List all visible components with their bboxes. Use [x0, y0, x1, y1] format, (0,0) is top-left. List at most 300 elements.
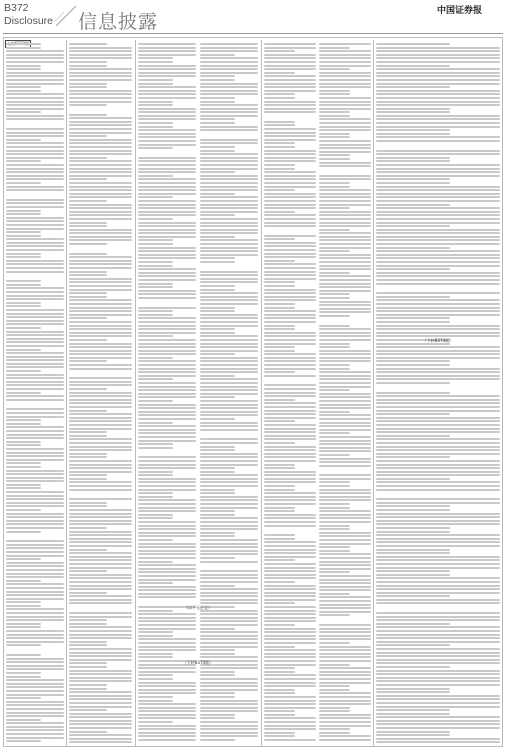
text-line [264, 570, 316, 572]
text-line [6, 502, 64, 504]
text-line [319, 653, 371, 655]
text-line [6, 412, 64, 414]
text-line [200, 710, 258, 712]
text-line [319, 642, 350, 644]
text-line [376, 296, 450, 298]
text-line [319, 624, 371, 626]
text-line [200, 464, 258, 466]
text-line [6, 523, 64, 525]
text-line [138, 375, 196, 377]
text-line [138, 310, 173, 312]
text-line [264, 310, 316, 312]
text-line [200, 393, 258, 395]
text-line [319, 485, 350, 487]
text-line [138, 175, 173, 177]
text-line [69, 563, 132, 565]
text-line [138, 440, 196, 442]
text-line [376, 150, 500, 152]
text-line [319, 496, 371, 498]
text-line [69, 229, 132, 231]
text-line [200, 196, 258, 198]
text-line [319, 436, 371, 438]
text-line [319, 458, 371, 460]
text-line [264, 739, 316, 741]
text-line [264, 238, 295, 240]
text-line [6, 341, 64, 343]
text-line [6, 381, 64, 383]
text-line [200, 375, 235, 377]
text-line [200, 429, 258, 431]
text-line [138, 628, 196, 630]
text-line [319, 83, 371, 85]
text-line [319, 685, 350, 687]
text-line [200, 57, 258, 59]
text-line [319, 304, 371, 306]
text-line [200, 86, 258, 88]
paragraph-gap [264, 115, 316, 121]
text-line [6, 668, 64, 670]
text-line [264, 602, 295, 604]
text-line [376, 101, 500, 103]
text-line [319, 440, 371, 442]
text-line [200, 692, 235, 694]
text-line [69, 659, 132, 661]
text-line [264, 43, 316, 45]
text-line [69, 534, 132, 536]
text-line [200, 250, 258, 252]
text-line [138, 129, 196, 131]
text-line [200, 460, 258, 462]
text-line [264, 196, 316, 198]
text-line [6, 231, 41, 233]
text-line [6, 345, 64, 347]
text-line [200, 425, 258, 427]
text-line [138, 47, 196, 49]
text-line [6, 676, 41, 678]
text-line [138, 140, 196, 142]
text-line [376, 410, 500, 412]
text-line [319, 364, 350, 366]
text-line [200, 595, 258, 597]
text-line [319, 418, 371, 420]
text-line [376, 268, 450, 270]
text-line [200, 328, 235, 330]
text-line [6, 452, 64, 454]
text-line [200, 68, 258, 70]
text-line [69, 478, 107, 480]
text-line [264, 717, 316, 719]
text-line [200, 382, 258, 384]
text-line [264, 664, 316, 666]
text-line [319, 517, 371, 519]
text-line [138, 714, 196, 716]
text-line [200, 631, 258, 633]
text-line [376, 111, 450, 113]
text-line [69, 178, 107, 180]
text-line [69, 716, 132, 718]
text-line [264, 353, 316, 355]
text-line [376, 413, 450, 415]
text-line [376, 449, 500, 451]
text-line [6, 206, 64, 208]
text-line [200, 481, 258, 483]
text-line [200, 142, 258, 144]
text-line [6, 213, 41, 215]
text-line [200, 129, 258, 131]
text-line [6, 399, 64, 401]
text-line [6, 316, 64, 318]
paragraph-gap [69, 247, 132, 253]
text-line [319, 218, 371, 220]
text-line [200, 474, 258, 476]
text-line [6, 605, 41, 607]
text-line [376, 581, 500, 583]
text-line [69, 489, 132, 491]
text-line [6, 665, 64, 667]
text-line [319, 447, 371, 449]
text-line [200, 278, 258, 280]
text-line [6, 178, 64, 180]
text-line [264, 132, 316, 134]
text-line [319, 628, 371, 630]
text-line [6, 377, 64, 379]
text-line [319, 393, 371, 395]
text-line [69, 673, 132, 675]
text-line [138, 160, 196, 162]
text-line [319, 247, 371, 249]
text-line [6, 142, 64, 144]
text-line [69, 317, 107, 319]
text-line [319, 325, 350, 327]
text-line [69, 513, 132, 515]
text-line [6, 565, 64, 567]
text-line [6, 679, 64, 681]
text-line [138, 178, 196, 180]
text-line [138, 393, 196, 395]
text-line [6, 186, 64, 188]
text-line [319, 532, 371, 534]
text-line [200, 160, 258, 162]
text-line [6, 146, 64, 148]
text-line [200, 108, 258, 110]
text-line [69, 420, 132, 422]
text-line [264, 335, 316, 337]
text-line [376, 446, 500, 448]
text-line [319, 311, 371, 313]
text-line [264, 222, 316, 224]
text-line [319, 186, 350, 188]
text-line [138, 122, 173, 124]
text-line [6, 249, 64, 251]
text-line [69, 516, 132, 518]
text-line [200, 339, 258, 341]
text-line [200, 418, 235, 420]
text-line [200, 285, 235, 287]
text-line [319, 389, 350, 391]
text-line [376, 378, 500, 380]
text-line [264, 204, 316, 206]
text-line [376, 467, 500, 469]
text-line [69, 435, 107, 437]
text-line [69, 267, 132, 269]
text-line [69, 189, 132, 191]
column-divider [66, 40, 67, 746]
text-line [264, 157, 316, 159]
text-line [69, 592, 107, 594]
text-line [6, 419, 41, 421]
column-divider [373, 40, 374, 746]
text-line [138, 279, 196, 281]
text-line [6, 516, 64, 518]
text-line [376, 453, 500, 455]
text-line [319, 204, 371, 206]
text-line [264, 343, 316, 345]
text-line [264, 503, 316, 505]
text-line [264, 57, 316, 59]
text-line [200, 617, 258, 619]
text-line [319, 111, 350, 113]
header-divider [3, 33, 503, 34]
text-line [200, 307, 235, 309]
text-line [6, 139, 41, 141]
text-line [69, 399, 132, 401]
text-line [376, 567, 500, 569]
text-line [319, 660, 371, 662]
text-line [138, 425, 196, 427]
notice-heading: （下转B374版） [422, 338, 454, 343]
text-line [6, 356, 64, 358]
text-line [138, 717, 196, 719]
text-line [264, 700, 316, 702]
text-line [138, 225, 196, 227]
text-line [69, 128, 132, 130]
body-text [69, 43, 132, 743]
text-line [264, 124, 295, 126]
text-line [200, 182, 258, 184]
text-line [138, 360, 196, 362]
text-line [6, 441, 41, 443]
text-line [264, 646, 295, 648]
text-line [376, 168, 500, 170]
text-line [200, 449, 235, 451]
text-line [319, 739, 371, 741]
text-line [376, 303, 500, 305]
text-line [319, 546, 350, 548]
text-line [200, 75, 235, 77]
text-line [138, 133, 196, 135]
text-line [69, 464, 132, 466]
text-line [319, 543, 371, 545]
text-line [69, 630, 132, 632]
text-line [264, 242, 316, 244]
text-line [69, 581, 132, 583]
text-line [376, 720, 500, 722]
text-line [6, 164, 64, 166]
text-line [69, 256, 132, 258]
text-line [138, 272, 196, 274]
text-line [138, 371, 196, 373]
text-line [264, 660, 316, 662]
text-line [264, 371, 295, 373]
text-line [6, 157, 64, 159]
text-line [319, 575, 371, 577]
text-line [69, 670, 132, 672]
text-line [69, 720, 132, 722]
text-line [200, 139, 258, 141]
text-line [319, 600, 371, 602]
text-line [376, 79, 500, 81]
text-line [69, 612, 132, 614]
text-line [6, 616, 64, 618]
text-line [264, 692, 295, 694]
text-line [264, 725, 316, 727]
text-line [6, 715, 64, 717]
text-line [138, 667, 196, 669]
text-line [200, 157, 258, 159]
text-line [6, 313, 64, 315]
text-line [6, 733, 64, 735]
text-line [319, 193, 371, 195]
text-line [138, 118, 196, 120]
text-line [376, 520, 500, 522]
text-line [319, 422, 371, 424]
text-line [264, 142, 295, 144]
text-line [376, 189, 500, 191]
text-line [138, 596, 196, 598]
text-line [376, 673, 500, 675]
text-line [6, 737, 64, 739]
text-line [6, 569, 64, 571]
text-line [69, 431, 107, 433]
text-line [319, 297, 350, 299]
text-line [319, 254, 371, 256]
text-line [138, 268, 196, 270]
text-line [138, 467, 196, 469]
text-line [376, 670, 500, 672]
page-section-title: 信息披露 [78, 11, 159, 33]
text-line [69, 79, 132, 81]
text-line [69, 713, 132, 715]
text-line [138, 182, 196, 184]
text-line [264, 168, 295, 170]
text-line [264, 211, 295, 213]
text-line [138, 61, 173, 63]
text-line [69, 307, 132, 309]
text-line [6, 722, 64, 724]
text-line [376, 182, 450, 184]
text-line [200, 678, 258, 680]
text-line [376, 122, 500, 124]
text-line [376, 75, 500, 77]
notice-heading: （下转B374版） [182, 660, 214, 665]
text-line [138, 710, 196, 712]
text-line [376, 229, 500, 231]
text-line [264, 613, 316, 615]
text-line [319, 158, 350, 160]
text-line [6, 260, 64, 262]
body-text [319, 43, 371, 741]
text-line [6, 305, 41, 307]
body-text [264, 43, 316, 741]
text-line [200, 682, 258, 684]
text-line [69, 637, 132, 639]
text-line [376, 464, 500, 466]
text-line [264, 649, 316, 651]
text-line [138, 386, 196, 388]
text-line [138, 50, 196, 52]
text-line [264, 449, 316, 451]
text-line [264, 245, 316, 247]
text-line [264, 68, 316, 70]
text-line [138, 93, 196, 95]
text-line [376, 321, 450, 323]
text-line [264, 50, 295, 52]
text-line [200, 281, 258, 283]
text-line [264, 364, 316, 366]
text-line [200, 624, 258, 626]
text-line [264, 420, 295, 422]
text-line [200, 471, 235, 473]
text-line [319, 528, 350, 530]
text-line [138, 689, 196, 691]
text-line [200, 721, 258, 723]
text-line [69, 384, 132, 386]
text-line [200, 299, 258, 301]
text-line [200, 247, 258, 249]
text-line [264, 61, 316, 63]
text-line [6, 520, 64, 522]
text-line [319, 514, 371, 516]
text-line [6, 111, 41, 113]
text-line [376, 261, 500, 263]
text-line [319, 400, 371, 402]
text-line [138, 624, 196, 626]
text-line [376, 272, 500, 274]
text-line [69, 644, 107, 646]
text-line [200, 714, 235, 716]
text-line [69, 135, 107, 137]
paragraph-gap [200, 133, 258, 139]
text-line [200, 532, 235, 534]
text-line [138, 489, 196, 491]
text-line [6, 612, 64, 614]
text-line [6, 637, 64, 639]
text-line [319, 257, 371, 259]
text-line [6, 235, 41, 237]
text-line [69, 502, 107, 504]
text-line [200, 707, 258, 709]
text-line [138, 68, 196, 70]
text-line [264, 545, 316, 547]
text-line [138, 157, 196, 159]
text-line [319, 371, 371, 373]
paragraph-gap [69, 108, 132, 114]
text-line [264, 446, 316, 448]
text-line [376, 171, 500, 173]
text-line [264, 384, 316, 386]
text-line [319, 507, 350, 509]
text-line [376, 438, 500, 440]
text-line [376, 402, 500, 404]
text-line [6, 238, 64, 240]
text-line [200, 171, 235, 173]
text-line [264, 54, 316, 56]
text-line [200, 446, 235, 448]
text-line [138, 707, 196, 709]
text-line [264, 193, 316, 195]
text-line [264, 350, 295, 352]
text-line [264, 182, 316, 184]
